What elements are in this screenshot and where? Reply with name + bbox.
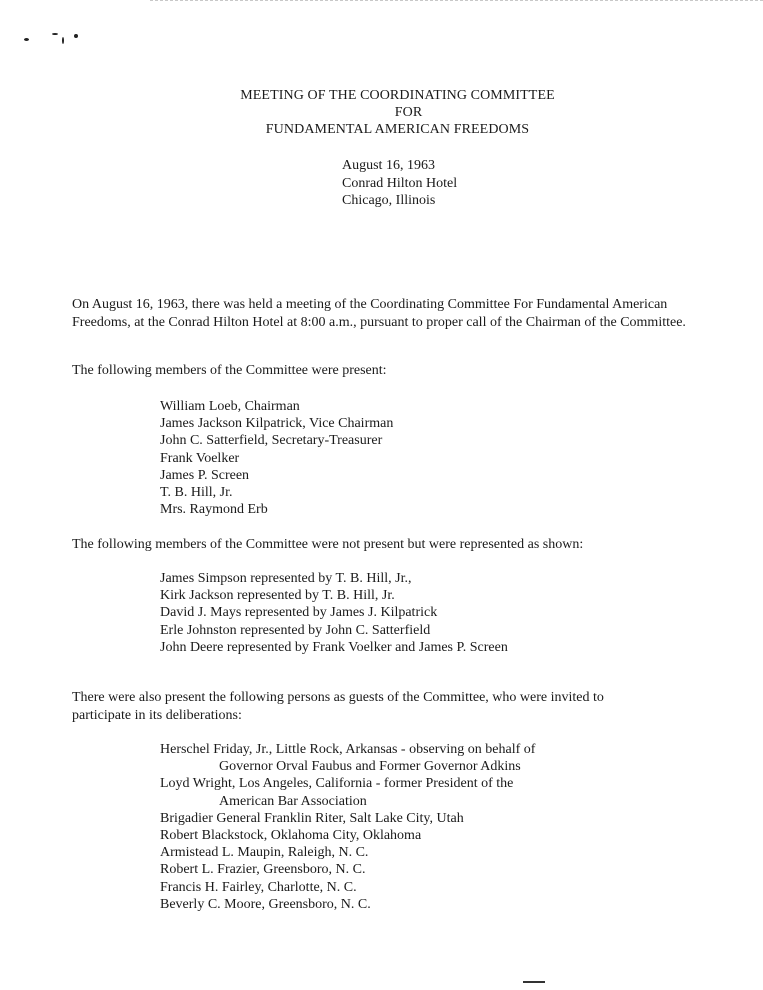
date-place-block	[342, 157, 457, 210]
list-item: William Loeb, Chairman	[160, 399, 300, 414]
scan-mark	[523, 981, 545, 983]
present-heading: The following members of the Committee were present:	[72, 363, 387, 378]
list-item: Herschel Friday, Jr., Little Rock, Arkansas - observing on behalf of	[160, 742, 536, 757]
guests-list	[160, 741, 720, 913]
list-item: James Simpson represented by T. B. Hill, Jr.,	[160, 571, 412, 586]
scan-speck	[24, 38, 29, 41]
represented-members-list	[160, 570, 720, 656]
list-item: James Jackson Kilpatrick, Vice Chairman	[160, 416, 394, 432]
meeting-date: August 16, 1963	[342, 158, 435, 173]
list-item: Robert L. Frazier, Greensboro, N. C.	[160, 862, 366, 878]
list-item: John Deere represented by Frank Voelker and James P. Screen	[160, 639, 508, 655]
list-item-continuation: Governor Orval Faubus and Former Governor Adkins	[219, 759, 521, 775]
list-item: James P. Screen	[160, 467, 250, 483]
list-item: Armistead L. Maupin, Raleigh, N. C.	[160, 845, 369, 861]
guests-heading: There were also present the following persons as guests of the Committee, who were invited to participate in its deliberations:	[72, 690, 604, 723]
list-item: T. B. Hill, Jr.	[160, 485, 233, 501]
scan-speck	[52, 33, 58, 35]
represented-heading: The following members of the Committee were not present but were represented as shown:	[72, 537, 584, 552]
title-line: FUNDAMENTAL AMERICAN FREEDOMS	[265, 122, 530, 137]
meeting-city: Chicago, Illinois	[342, 193, 436, 208]
scan-speck	[74, 34, 78, 38]
title-line: FOR	[394, 105, 423, 120]
list-item: Mrs. Raymond Erb	[160, 502, 268, 518]
list-item: Frank Voelker	[160, 450, 240, 466]
list-item: Brigadier General Franklin Riter, Salt Lake City, Utah	[160, 810, 464, 826]
list-item: Erle Johnston represented by John C. Satterfield	[160, 622, 431, 638]
scan-speck	[62, 37, 64, 44]
list-item: John C. Satterfield, Secretary-Treasurer	[160, 433, 383, 449]
list-item-continuation: American Bar Association	[219, 793, 367, 809]
list-item: Loyd Wright, Los Angeles, California - former President of the	[160, 776, 514, 792]
list-item: Kirk Jackson represented by T. B. Hill, Jr.	[160, 588, 395, 604]
title-line: MEETING OF THE COORDINATING COMMITTEE	[240, 88, 555, 103]
list-item: David J. Mays represented by James J. Kilpatrick	[160, 605, 438, 621]
list-item: Francis H. Fairley, Charlotte, N. C.	[160, 879, 357, 895]
top-edge-perforation	[150, 0, 763, 1]
list-item: Robert Blackstock, Oklahoma City, Oklahoma	[160, 828, 422, 844]
meeting-venue: Conrad Hilton Hotel	[342, 175, 458, 191]
document-title	[0, 87, 763, 138]
present-members-list	[160, 398, 720, 518]
intro-paragraph: On August 16, 1963, there was held a meeting of the Coordinating Committee For Fundamental American Freedoms, at the Conrad Hilton Hotel at 8:00 a.m., pursuant to proper call of the Chairman of the Committee.	[72, 297, 686, 330]
list-item: Beverly C. Moore, Greensboro, N. C.	[160, 896, 371, 912]
